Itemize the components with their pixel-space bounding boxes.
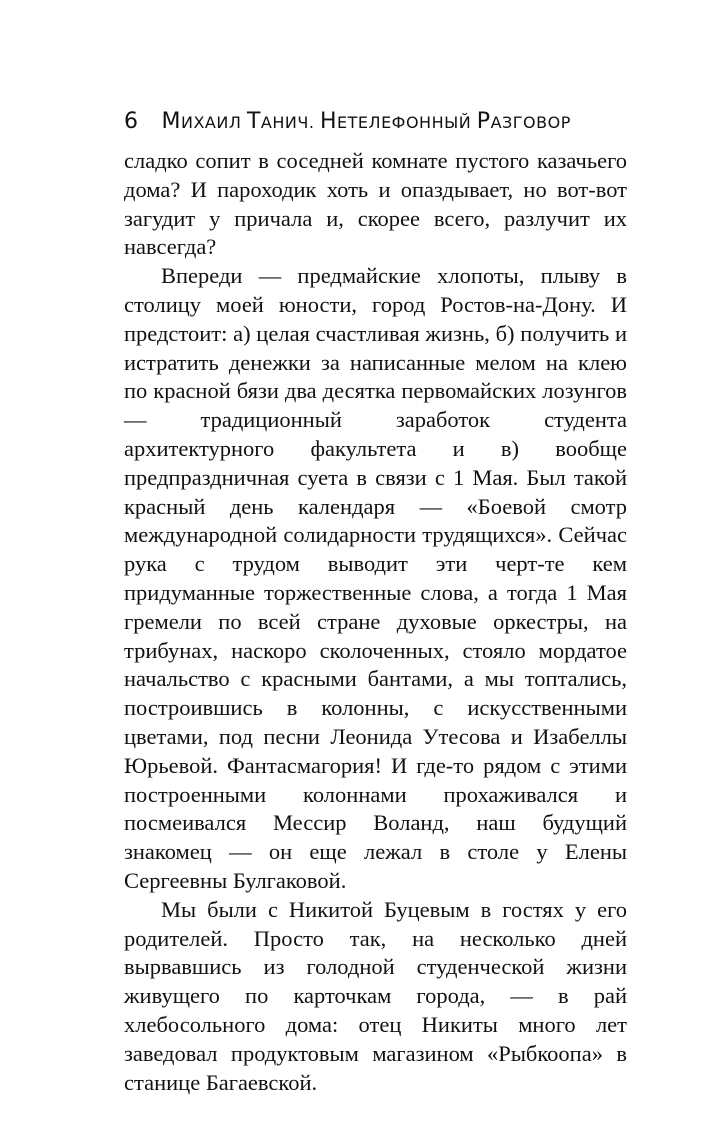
- book-page: [124, 108, 627, 1097]
- title-word: МИХАИЛ: [161, 109, 247, 134]
- paragraph: сладко сопит в соседней комнате пустого казачьего дома? И пароходик хоть и опаздывает, но вот-вот загудит у причала и, скорее всего, разлучит их навсегда?: [124, 148, 627, 260]
- body-text: [124, 147, 627, 1097]
- running-head: [124, 108, 627, 137]
- running-title: [162, 109, 571, 134]
- title-word: НЕТЕЛЕФОННЫЙ: [320, 109, 477, 134]
- paragraph: Мы были с Никитой Буцевым в гостях у его родителей. Просто так, на несколько дней вырвавшись из голодной студенческой жизни живущего по карточкам города, — в рай хлебосольного дома: отец Никиты много лет заведовал продуктовым магазином «Рыбкоопа» в станице Багаевской.: [124, 896, 627, 1095]
- title-word: РАЗГОВОР: [476, 109, 571, 134]
- page-number: 6: [124, 109, 139, 134]
- paragraph: Впереди — предмайские хлопоты, плыву в столицу моей юности, город Ростов-на-Дону. И предстоит: а) целая счастливая жизнь, б) получить и истратить денежки за написанные мелом на клею по красной бязи два десятка первомайских лозунгов — традиционный заработок студента архитектурного факультета и в) вообще предпраздничная суета в связи с 1 Мая. Был такой красный день календаря — «Боевой смотр международной солидарности трудящихся». Сейчас рука с трудом выводит эти черт-те кем придуманные торжественные слова, а тогда 1 Мая гремели по всей стране духовые оркестры, на трибунах, наскоро сколоченных, стояло мордатое начальство с красными бантами, а мы топтались, построившись в колонны, с искусственными цветами, под песни Леонида Утесова и Изабеллы Юрьевой. Фантасмагория! И где-то рядом с этими построенными колоннами прохаживался и посмеивался Мессир Воланд, наш будущий знакомец — он еще лежал в столе у Елены Сергеевны Булгаковой.: [124, 263, 627, 893]
- title-word: ТАНИЧ.: [246, 109, 320, 134]
